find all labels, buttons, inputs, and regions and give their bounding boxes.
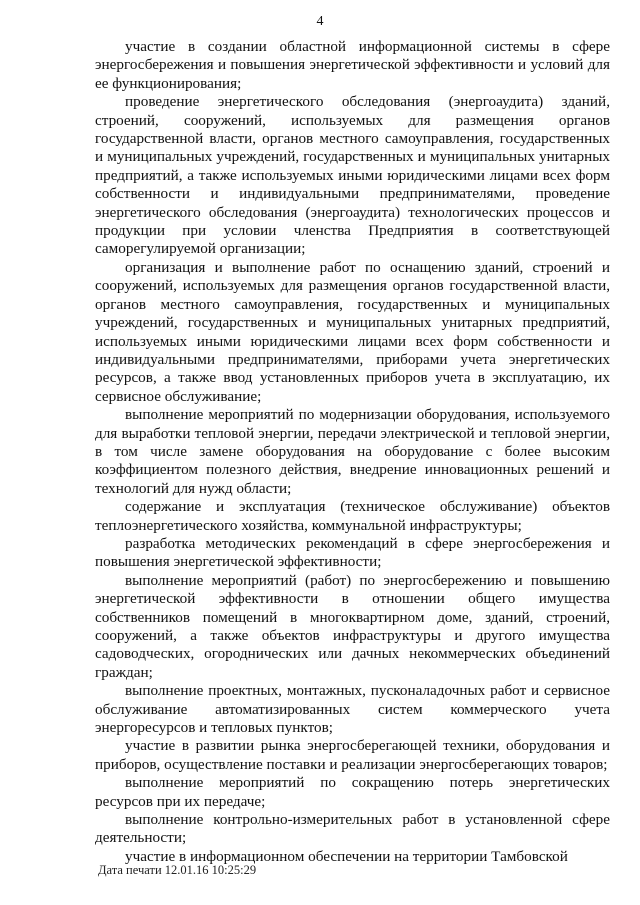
paragraph-5: содержание и эксплуатация (техническое обслуживание) объектов теплоэнергетического хозяйства, коммунальной инфраструктуры; <box>95 498 610 534</box>
paragraph-3: организация и выполнение работ по оснащению зданий, строений и сооружений, используемых для размещения органов государственной власти, органов местного самоуправления, государственных и муниципальных учреждений, государственных и муниципальных унитарных предприятий, используемых иными юридическими лицами всех форм собственности и индивидуальными предпринимателями, приборами учета энергетических ресурсов, а также ввод установленных приборов учета в эксплуатацию, их сервисное обслуживание; <box>95 258 610 405</box>
paragraph-12: участие в информационном обеспечении на территории Тамбовской <box>125 847 568 865</box>
paragraph-8: выполнение проектных, монтажных, пусконаладочных работ и сервисное обслуживание автоматизированных систем коммерческого учета энергоресурсов и тепловых пунктов; <box>95 682 610 737</box>
paragraph-4: выполнение мероприятий по модернизации оборудования, используемого для выработки тепловой энергии, передачи электрической и тепловой энергии, в том числе замене оборудования на оборудование с более высоким коэффициентом полезного действия, внедрение инновационных решений и технологий для нужд области; <box>95 406 610 497</box>
body-text <box>95 38 610 866</box>
paragraph-9: участие в развитии рынка энергосберегающей техники, оборудования и приборов, осуществление поставки и реализации энергосберегающих товаров; <box>95 737 610 773</box>
print-date: Дата печати 12.01.16 10:25:29 <box>98 863 257 877</box>
paragraph-1: участие в создании областной информационной системы в сфере энергосбережения и повышения энергетической эффективности и условий для ее функционирования; <box>95 38 610 92</box>
page-number: 4 <box>316 14 324 29</box>
paragraph-2: проведение энергетического обследования (энергоаудита) зданий, строений, сооружений, используемых для размещения органов государственной власти, органов местного самоуправления, государственных и муниципальных учреждений, государственных и муниципальных унитарных предприятий, а также используемых иными юридическими лицами всех форм собственности и индивидуальными предпринимателями, проведение энергетического обследования (энергоаудита) технологических процессов и продукции при условии членства Предприятия в соответствующей саморегулируемой организации; <box>95 93 610 258</box>
paragraph-11: выполнение контрольно-измерительных работ в установленной сфере деятельности; <box>95 811 610 847</box>
paragraph-6: разработка методических рекомендаций в сфере энергосбережения и повышения энергетической эффективности; <box>95 534 610 571</box>
paragraph-7: выполнение мероприятий (работ) по энергосбережению и повышению энергетической эффективности в отношении общего имущества собственников помещений в многоквартирном доме, зданий, строений, сооружений, а также объектов инфраструктуры и другого имущества садоводческих, огороднических или дачных некоммерческих объединений граждан; <box>95 571 610 681</box>
paragraph-10: выполнение мероприятий по сокращению потерь энергетических ресурсов при их передаче; <box>95 774 610 810</box>
